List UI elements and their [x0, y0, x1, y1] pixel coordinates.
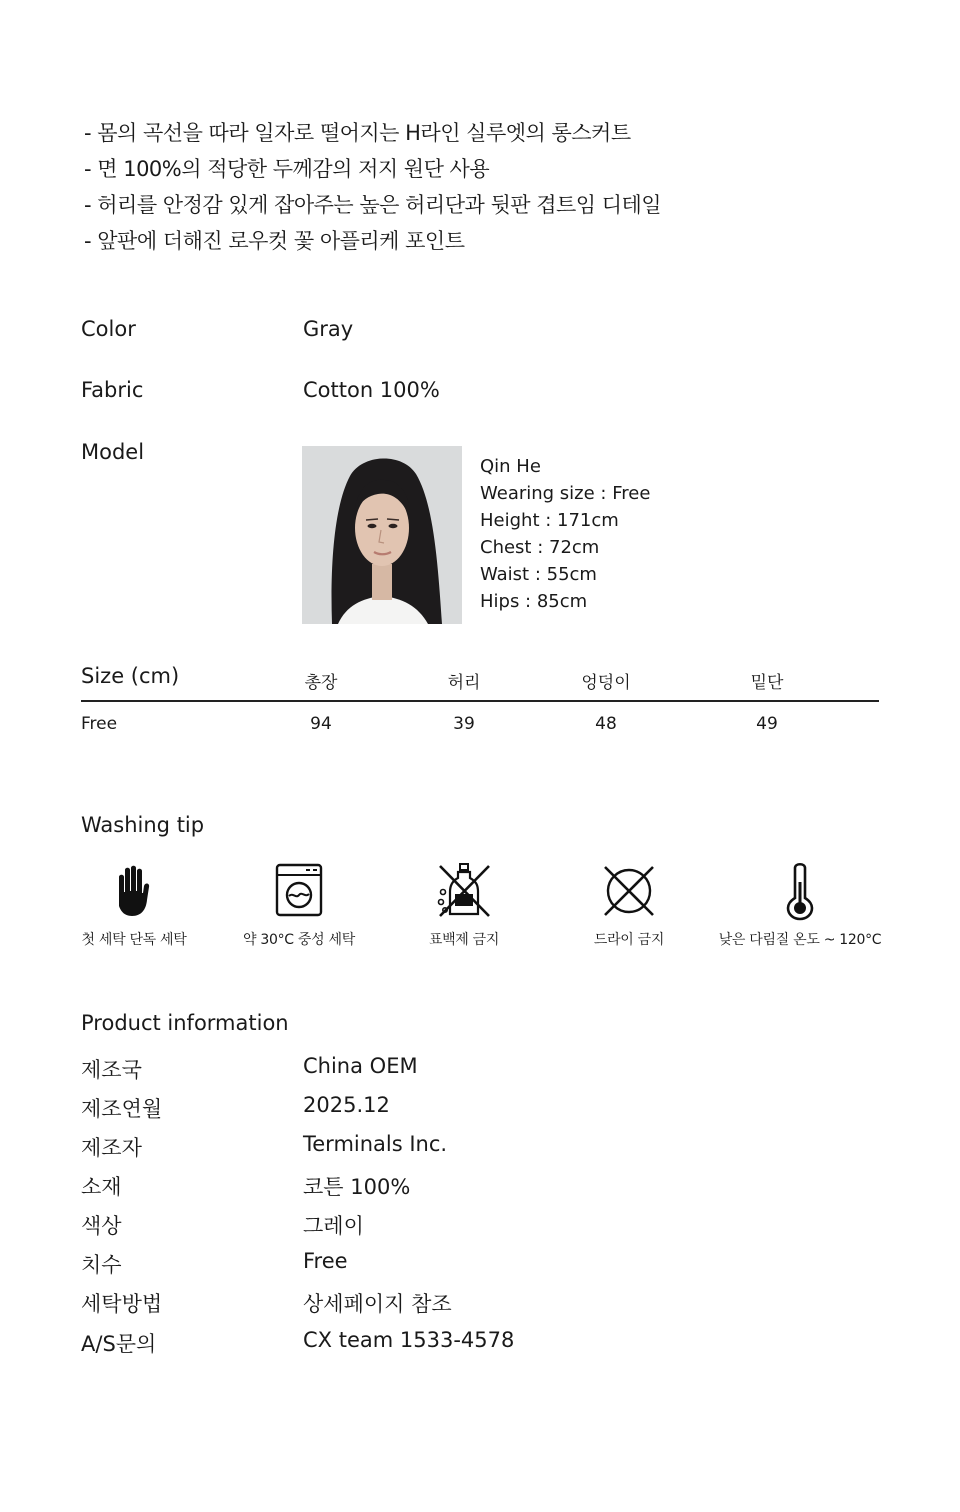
product-info-row: [81, 1093, 681, 1123]
product-info-title: Product information: [81, 1011, 289, 1035]
product-info-value: 코튼 100%: [303, 1175, 411, 1199]
feature-item: - 앞판에 더해진 로우컷 꽃 아플리케 포인트: [84, 229, 465, 253]
product-info-key: 제조국: [81, 1058, 142, 1082]
wash-caption: 첫 세탁 단독 세탁: [81, 932, 187, 948]
product-info-key: 소재: [81, 1175, 122, 1199]
wash-item: [715, 860, 885, 949]
size-col-header: 엉덩이: [581, 673, 631, 693]
product-info-value: Terminals Inc.: [303, 1132, 448, 1156]
feature-item: - 몸의 곡선을 따라 일자로 떨어지는 H라인 실루엣의 롱스커트: [84, 121, 631, 145]
model-hips: Hips : 85cm: [480, 591, 588, 612]
size-cell: 48: [595, 714, 617, 734]
product-info-value: 그레이: [303, 1214, 364, 1238]
model-info: [480, 453, 650, 615]
size-cell: 39: [453, 714, 475, 734]
wash-item: [544, 860, 714, 949]
product-info-value: Free: [303, 1249, 348, 1273]
size-cell: 94: [310, 714, 332, 734]
product-info-key: A/S문의: [81, 1332, 157, 1356]
wash-item: [49, 860, 219, 949]
model-name: Qin He: [480, 456, 541, 477]
product-info-row: [81, 1328, 681, 1358]
size-col-header: 밑단: [750, 673, 784, 693]
product-info-row: [81, 1171, 681, 1201]
product-info-key: 제조자: [81, 1136, 142, 1160]
wash-caption: 드라이 금지: [593, 932, 665, 948]
product-info-key: 제조연월: [81, 1097, 163, 1121]
size-cell: 49: [756, 714, 778, 734]
spec-color-label: Color: [81, 317, 136, 341]
product-info-key: 색상: [81, 1214, 122, 1238]
size-table-header: [81, 660, 879, 702]
model-waist: Waist : 55cm: [480, 564, 597, 585]
wash-item: [379, 860, 549, 949]
model-photo: [302, 446, 462, 624]
product-info-key: 세탁방법: [81, 1292, 163, 1316]
spec-model-label: Model: [81, 440, 145, 464]
product-info-value: CX team 1533-4578: [303, 1328, 515, 1352]
no-bleach-icon: [433, 860, 495, 922]
model-chest: Chest : 72cm: [480, 537, 600, 558]
product-info-value: 2025.12: [303, 1093, 390, 1117]
wash-caption: 낮은 다림질 온도 ~ 120°C: [718, 932, 882, 948]
product-info-value: China OEM: [303, 1054, 418, 1078]
size-table: [81, 660, 879, 748]
product-info-value: 상세페이지 참조: [303, 1292, 452, 1316]
size-row-label: Free: [81, 714, 118, 734]
wash-caption: 약 30°C 중성 세탁: [243, 932, 355, 948]
product-info-row: [81, 1288, 681, 1318]
model-wearing-size: Wearing size : Free: [480, 483, 651, 504]
thermometer-icon: [769, 860, 831, 922]
hand-wash-icon: [103, 860, 165, 922]
product-info-row: [81, 1210, 681, 1240]
washing-machine-icon: [268, 860, 330, 922]
spec-color-value: Gray: [303, 317, 354, 341]
product-info-key: 치수: [81, 1253, 122, 1277]
size-table-title: Size (cm): [81, 664, 180, 688]
product-info-row: [81, 1054, 681, 1084]
size-col-header: 허리: [447, 673, 481, 693]
feature-item: - 면 100%의 적당한 두께감의 저지 원단 사용: [84, 157, 490, 181]
feature-item: - 허리를 안정감 있게 잡아주는 높은 허리단과 뒷판 겹트임 디테일: [84, 193, 662, 217]
washing-tip-title: Washing tip: [81, 813, 205, 837]
spec-fabric-label: Fabric: [81, 378, 144, 402]
spec-fabric-value: Cotton 100%: [303, 378, 440, 402]
model-height: Height : 171cm: [480, 510, 619, 531]
feature-list: [84, 118, 661, 262]
wash-item: [214, 860, 384, 949]
no-dry-clean-icon: [598, 860, 660, 922]
wash-caption: 표백제 금지: [428, 932, 500, 948]
product-info-row: [81, 1132, 681, 1162]
product-info-row: [81, 1249, 681, 1279]
table-row: [81, 702, 879, 748]
size-col-header: 총장: [304, 673, 338, 693]
